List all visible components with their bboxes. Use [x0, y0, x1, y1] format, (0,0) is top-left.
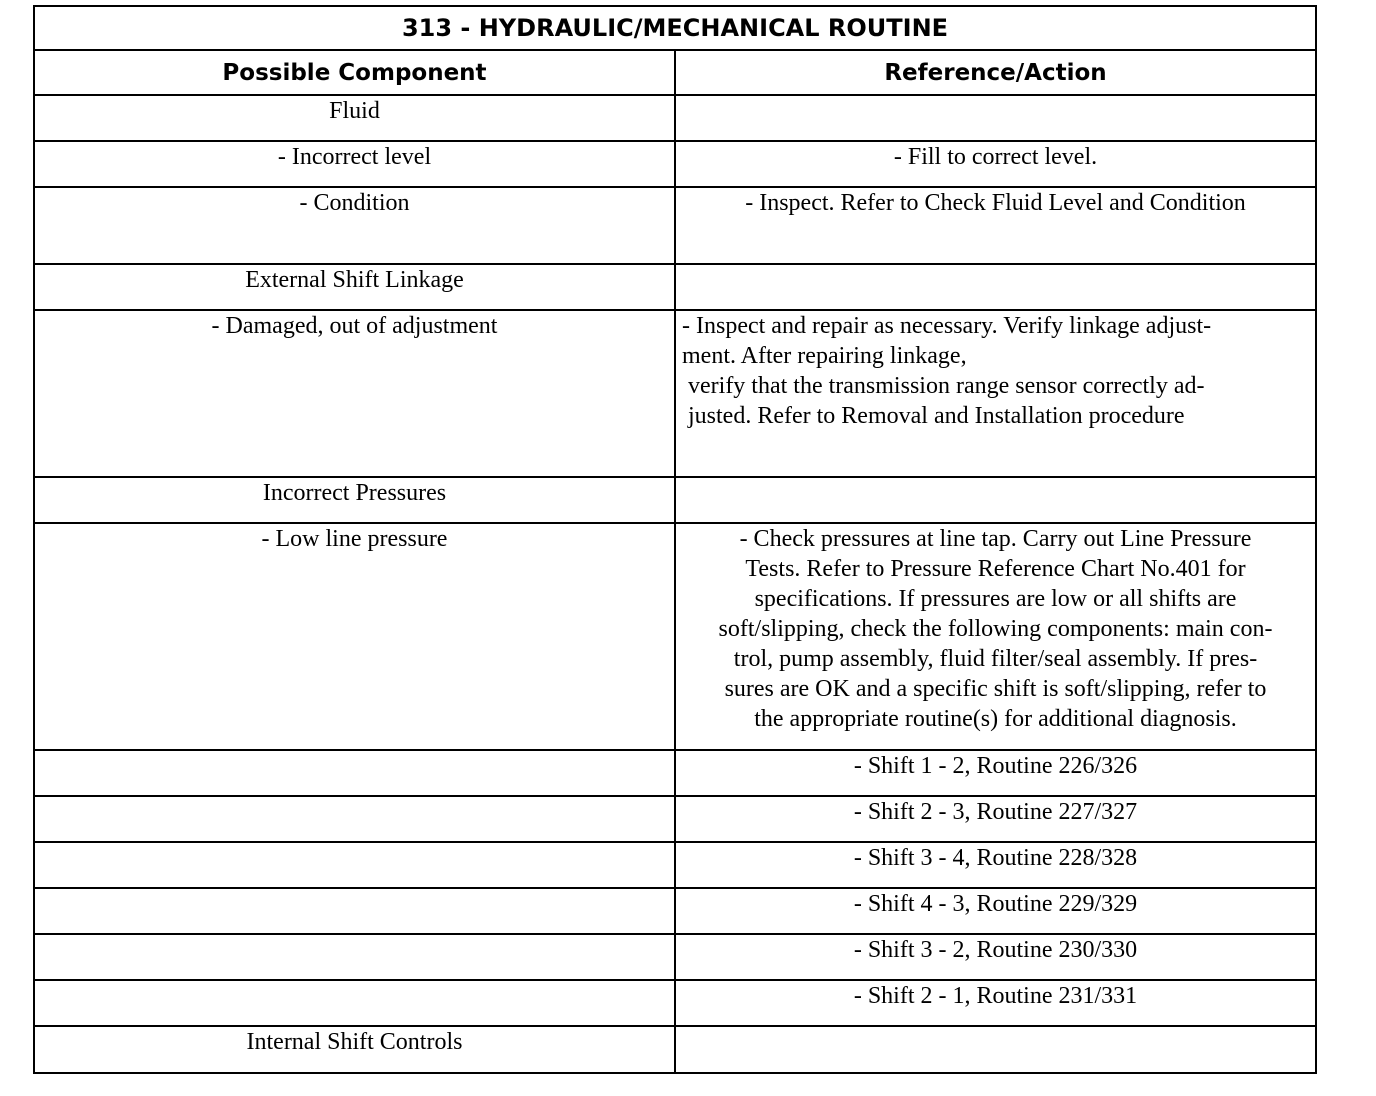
action-cell [675, 980, 1316, 1026]
table-row [34, 1026, 1316, 1073]
component-cell: - Low line pressure [34, 523, 675, 750]
table-row [34, 187, 1316, 264]
action-line: - Shift 2 - 1, Routine 231/331 [853, 983, 1138, 1009]
action-cell [675, 796, 1316, 842]
header-row [34, 50, 1316, 95]
action-cell [675, 264, 1316, 310]
table-row [34, 888, 1316, 934]
component-cell: - Incorrect level [34, 141, 675, 187]
table-row [34, 141, 1316, 187]
action-line: - Shift 1 - 2, Routine 226/326 [853, 753, 1138, 779]
table-row [34, 310, 1316, 477]
action-cell [675, 842, 1316, 888]
action-line: - Inspect and repair as necessary. Verify linkage adjust- [682, 313, 1212, 339]
action-line: - Fill to correct level. [893, 144, 1098, 170]
action-line: - Inspect. Refer to Check Fluid Level and Condition [745, 190, 1246, 216]
table-row [34, 523, 1316, 750]
action-line: the appropriate routine(s) for additional diagnosis. [754, 706, 1237, 732]
action-cell [675, 310, 1316, 477]
component-cell [34, 980, 675, 1026]
component-cell: External Shift Linkage [34, 264, 675, 310]
table-row [34, 95, 1316, 141]
component-cell [34, 934, 675, 980]
table-row [34, 842, 1316, 888]
component-cell: Internal Shift Controls [34, 1026, 675, 1073]
action-line: - Shift 3 - 2, Routine 230/330 [853, 937, 1138, 963]
component-cell [34, 842, 675, 888]
action-line: ment. After repairing linkage, [682, 343, 967, 369]
action-cell [675, 750, 1316, 796]
table-row [34, 934, 1316, 980]
action-line: - Shift 2 - 3, Routine 227/327 [853, 799, 1138, 825]
action-cell [675, 477, 1316, 523]
table-row [34, 477, 1316, 523]
action-line: - Check pressures at line tap. Carry out Line Pressure [739, 526, 1252, 552]
column-header-component: Possible Component [34, 50, 675, 95]
action-cell [675, 141, 1316, 187]
component-cell: Incorrect Pressures [34, 477, 675, 523]
action-line: sures are OK and a specific shift is soft/slipping, refer to [724, 676, 1267, 702]
component-cell [34, 888, 675, 934]
component-cell: Fluid [34, 95, 675, 141]
component-cell [34, 750, 675, 796]
column-header-action: Reference/Action [675, 50, 1316, 95]
action-line: soft/slipping, check the following components: main con- [718, 616, 1273, 642]
routine-table [33, 5, 1317, 1074]
action-cell [675, 187, 1316, 264]
title-row [34, 6, 1316, 50]
component-cell: - Damaged, out of adjustment [34, 310, 675, 477]
action-line: - Shift 3 - 4, Routine 228/328 [853, 845, 1138, 871]
action-line: verify that the transmission range sensor correctly ad- [688, 373, 1205, 399]
action-cell [675, 888, 1316, 934]
action-line: specifications. If pressures are low or all shifts are [754, 586, 1237, 612]
table-body [34, 95, 1316, 1073]
action-line: - Shift 4 - 3, Routine 229/329 [853, 891, 1138, 917]
table-title: 313 - HYDRAULIC/MECHANICAL ROUTINE [34, 6, 1316, 50]
table-row [34, 980, 1316, 1026]
action-line: trol, pump assembly, fluid filter/seal assembly. If pres- [733, 646, 1258, 672]
action-cell [675, 95, 1316, 141]
table-row [34, 750, 1316, 796]
action-cell [675, 1026, 1316, 1073]
table-row [34, 796, 1316, 842]
action-line: justed. Refer to Removal and Installation procedure [688, 403, 1185, 429]
action-line: Tests. Refer to Pressure Reference Chart No.401 for [745, 556, 1246, 582]
component-cell [34, 796, 675, 842]
action-cell [675, 523, 1316, 750]
table-row [34, 264, 1316, 310]
component-cell: - Condition [34, 187, 675, 264]
action-cell [675, 934, 1316, 980]
